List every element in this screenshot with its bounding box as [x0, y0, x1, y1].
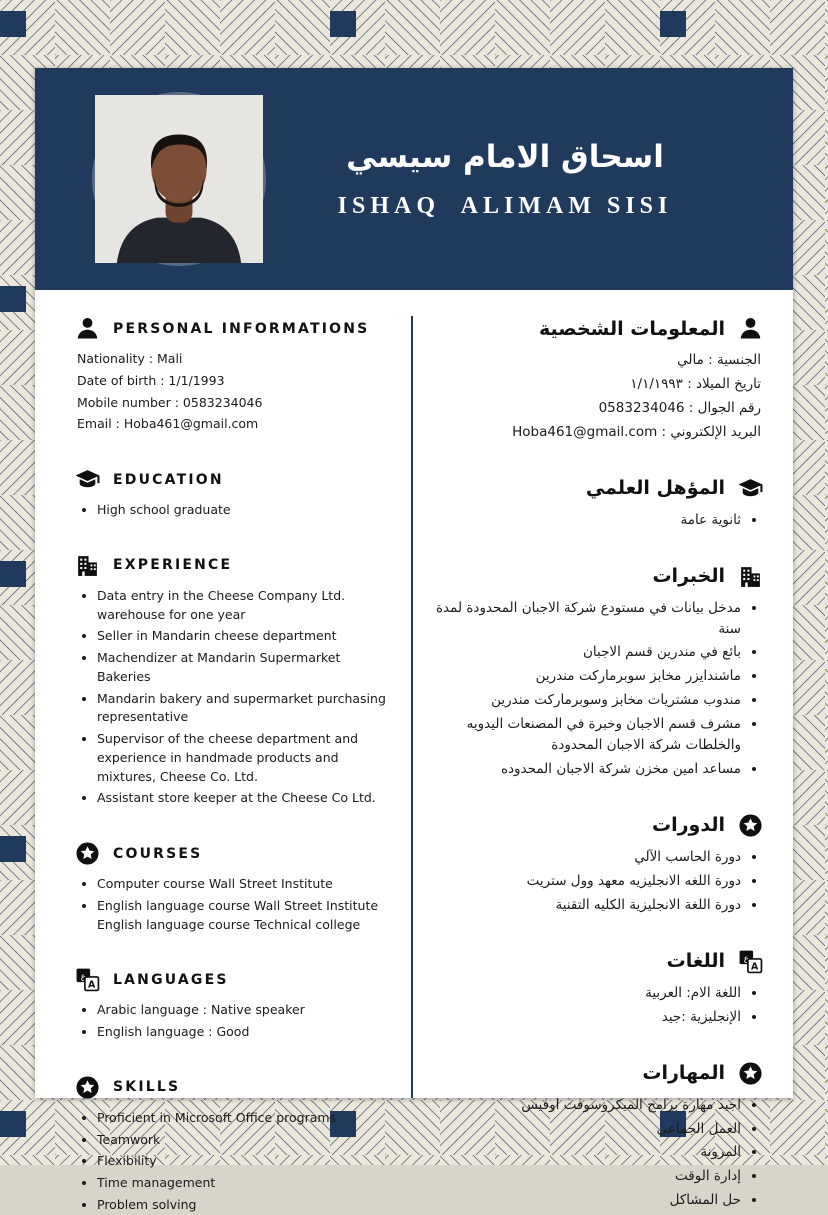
graduation-cap-icon	[75, 467, 100, 492]
name-block	[263, 139, 765, 220]
section-header	[75, 553, 395, 578]
personal-info-list	[75, 350, 395, 434]
list-item: • دورة الحاسب الآلي	[429, 847, 741, 868]
resume-sheet	[35, 68, 793, 1212]
list-item: • Computer course Wall Street Institute	[97, 875, 395, 894]
section-header	[429, 1061, 763, 1086]
star-badge-icon	[75, 1075, 100, 1100]
languages-list	[75, 1001, 395, 1042]
skills-list-ar	[429, 1095, 763, 1212]
person-icon	[75, 316, 100, 341]
list-item: تاريخ الميلاد : ١/١/١٩٩٣	[630, 375, 761, 392]
section-skills-ar	[429, 1061, 763, 1212]
list-item: • إدارة الوقت	[429, 1166, 741, 1187]
section-header	[429, 316, 763, 341]
list-item: • Seller in Mandarin cheese department	[97, 627, 395, 646]
avatar	[95, 95, 263, 263]
building-icon	[75, 553, 100, 578]
section-title: EXPERIENCE	[113, 557, 233, 574]
experience-list-ar	[429, 598, 763, 780]
personal-info-list-ar	[429, 350, 763, 443]
section-header	[75, 841, 395, 866]
list-item: • Supervisor of the cheese department and experience in handmade products and mixtures, Cheese Co. Ltd.	[97, 730, 395, 786]
name-english: ISHAQ ALIMAM SISI	[337, 192, 673, 219]
section-header	[75, 967, 395, 992]
name-arabic: اسحاق الامام سيسي	[346, 138, 664, 175]
section-skills	[75, 1075, 395, 1215]
list-item: Date of birth : 1/1/1993	[77, 372, 225, 388]
section-education-ar	[429, 476, 763, 531]
list-item: • English language course Wall Street Institute English language course Technical college	[97, 897, 395, 935]
section-title: المعلومات الشخصية	[538, 317, 725, 340]
skills-list	[75, 1109, 395, 1215]
translate-icon	[738, 949, 763, 974]
section-languages-ar	[429, 949, 763, 1028]
star-badge-icon	[738, 1061, 763, 1086]
list-item: Mobile number : 0583234046	[77, 394, 263, 410]
section-title: LANGUAGES	[113, 971, 229, 988]
translate-icon	[75, 967, 100, 992]
column-arabic	[413, 316, 793, 1209]
list-item: • دورة اللغه الانجليزيه معهد وول ستريت	[429, 871, 741, 892]
section-title: PERSONAL INFORMATIONS	[113, 320, 370, 337]
section-experience	[75, 553, 395, 808]
section-personal-informations	[75, 316, 395, 434]
list-item: • Mandarin bakery and supermarket purchasing representative	[97, 690, 395, 728]
list-item: الجنسية : مالي	[677, 352, 761, 368]
section-header	[75, 467, 395, 492]
list-item: • العمل الجماعي	[429, 1119, 741, 1140]
list-item: البريد الإلكتروني : Hoba461@gmail.com	[512, 423, 761, 440]
section-header	[429, 564, 763, 589]
list-item: رقم الجوال : 0583234046	[598, 399, 761, 416]
list-item: • مشرف قسم الاجبان وخبرة في المصنعات اليدويه والخلطات شركة الاجبان المحدودة	[429, 714, 741, 756]
list-item: • مساعد امين مخزن شركة الاجبان المحدوده	[429, 759, 741, 780]
list-item: • High school graduate	[97, 501, 395, 520]
section-title: COURSES	[113, 845, 203, 862]
languages-list-ar	[429, 983, 763, 1028]
header-band	[35, 68, 793, 290]
list-item: • اللغة الام: العربية	[429, 983, 741, 1004]
section-title: المهارات	[642, 1062, 725, 1085]
list-item: • Arabic language : Native speaker	[97, 1001, 395, 1020]
courses-list-ar	[429, 847, 763, 916]
section-header	[75, 316, 395, 341]
section-title: اللغات	[666, 950, 725, 973]
list-item: • Machendizer at Mandarin Supermarket Bakeries	[97, 649, 395, 687]
list-item: • Data entry in the Cheese Company Ltd. warehouse for one year	[97, 587, 395, 625]
list-item: • ماشندايزر مخابز سوبرماركت مندرين	[429, 666, 741, 687]
education-list	[75, 501, 395, 520]
list-item: • مندوب مشتريات مخابز وسوبرماركت مندرين	[429, 690, 741, 711]
section-languages	[75, 967, 395, 1042]
section-title: الدورات	[652, 814, 725, 837]
section-experience-ar	[429, 564, 763, 780]
list-item: • Time management	[97, 1174, 395, 1193]
list-item: • ثانوية عامة	[429, 510, 741, 531]
list-item: • الإنجليزية :جيد	[429, 1007, 741, 1028]
list-item: • اجيد مهارة برامج الميكروسوفت اوفيس	[429, 1095, 741, 1116]
profile-photo	[95, 95, 263, 263]
list-item: Email : Hoba461@gmail.com	[77, 416, 259, 432]
list-item: • English language : Good	[97, 1023, 395, 1042]
person-icon	[738, 316, 763, 341]
section-personal-informations-ar	[429, 316, 763, 443]
list-item: • المرونة	[429, 1142, 741, 1163]
section-courses-ar	[429, 813, 763, 916]
content-columns	[35, 290, 793, 1212]
section-title: SKILLS	[113, 1079, 181, 1096]
list-item: • Proficient in Microsoft Office programs	[97, 1109, 395, 1128]
list-item: • بائع في مندرين قسم الاجبان	[429, 642, 741, 663]
list-item: • Teamwork	[97, 1131, 395, 1150]
education-list-ar	[429, 510, 763, 531]
star-badge-icon	[75, 841, 100, 866]
graduation-cap-icon	[738, 476, 763, 501]
list-item: Nationality : Mali	[77, 351, 183, 366]
section-title: الخبرات	[652, 565, 725, 588]
list-item: • حل المشاكل	[429, 1190, 741, 1211]
list-item: • Problem solving	[97, 1196, 395, 1215]
section-title: المؤهل العلمي	[585, 477, 725, 500]
section-header	[429, 813, 763, 838]
section-courses	[75, 841, 395, 934]
list-item: • مدخل بيانات في مستودع شركة الاجبان المحدودة لمدة سنة	[429, 598, 741, 640]
section-header	[75, 1075, 395, 1100]
star-badge-icon	[738, 813, 763, 838]
list-item: • دورة اللغة الانجليزية الكليه التقنية	[429, 895, 741, 916]
courses-list	[75, 875, 395, 934]
list-item: • Assistant store keeper at the Cheese Co Ltd.	[97, 789, 395, 808]
list-item: • Flexibility	[97, 1152, 395, 1171]
experience-list	[75, 587, 395, 808]
section-title: EDUCATION	[113, 471, 224, 488]
column-english	[35, 316, 411, 1212]
section-header	[429, 949, 763, 974]
building-icon	[738, 564, 763, 589]
section-education	[75, 467, 395, 520]
section-header	[429, 476, 763, 501]
